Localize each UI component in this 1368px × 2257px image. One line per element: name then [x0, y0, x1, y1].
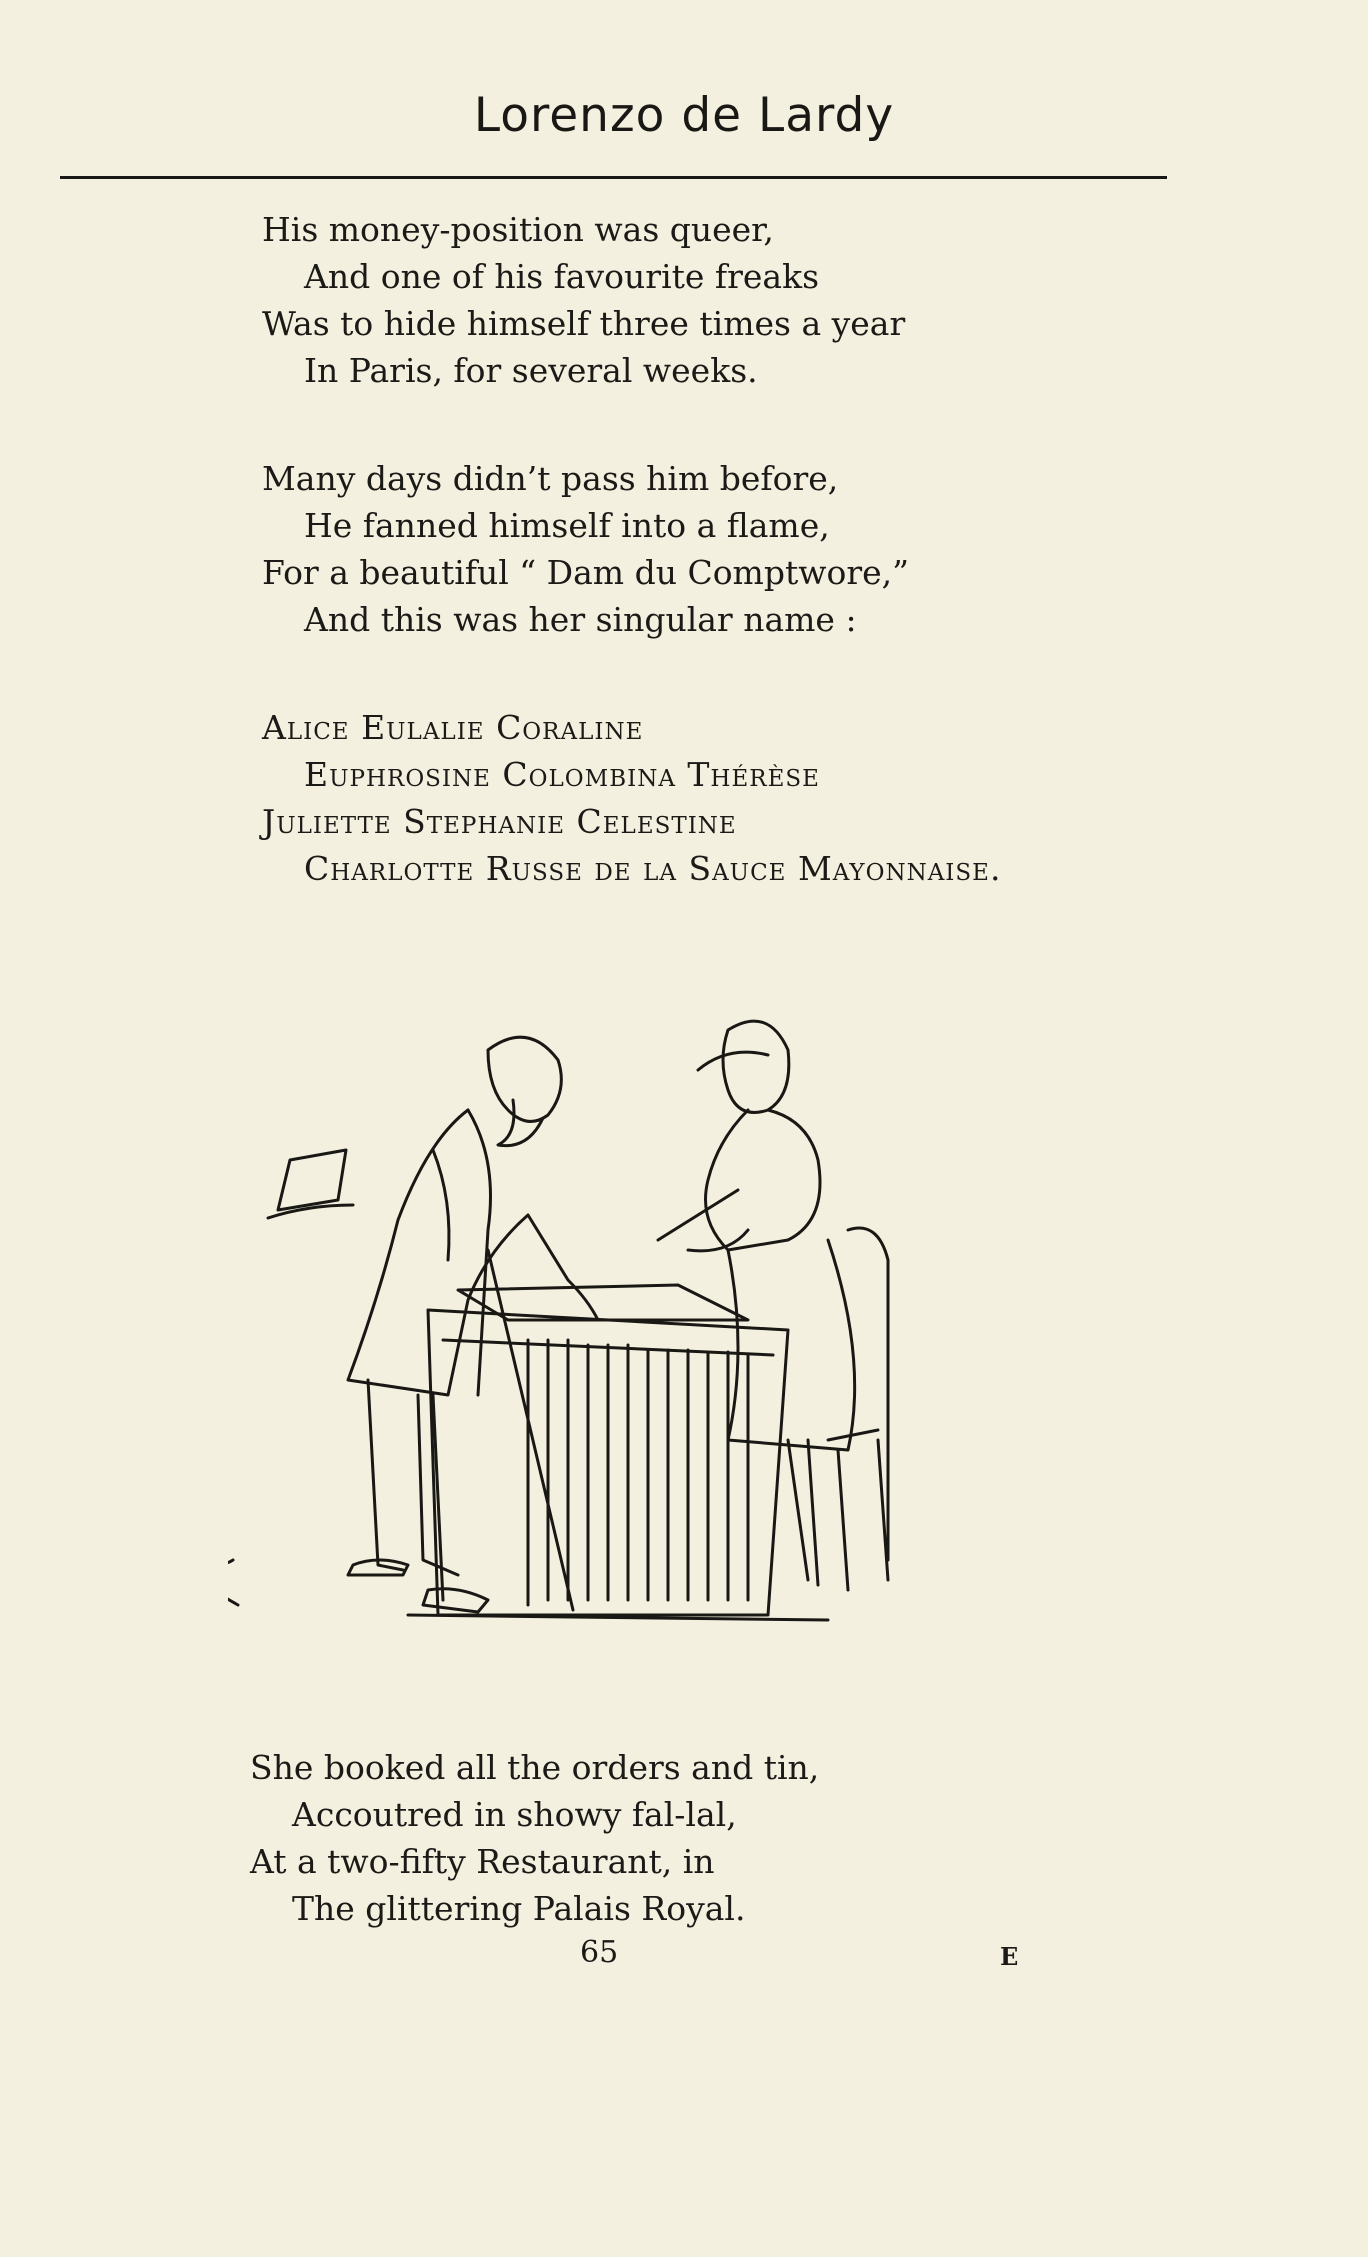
verse-line: And this was her singular name : [304, 600, 857, 639]
man-coat [348, 1110, 598, 1395]
man-legs [368, 1380, 458, 1600]
verse-line: Alice Eulalie Coraline [262, 708, 644, 747]
woman-body [706, 1110, 821, 1250]
running-head: Lorenzo de Lardy [473, 88, 895, 143]
verse-line: Charlotte Russe de la Sauce Mayonnaise. [304, 849, 1002, 888]
verse-line: Accoutred in showy fal-lal, [292, 1795, 737, 1834]
stanza-3 [262, 704, 1001, 892]
verse-line: She booked all the orders and tin, [250, 1748, 820, 1787]
chair [828, 1228, 888, 1590]
verse-line: Juliette Stephanie Celestine [262, 802, 737, 841]
verse-line: He fanned himself into a flame, [304, 506, 830, 545]
verse-line: Euphrosine Colombina Thérèse [304, 755, 820, 794]
illustration [228, 1000, 968, 1640]
top-hat [268, 1150, 353, 1218]
verse-line: His money-position was queer, [262, 210, 774, 249]
verse-line: Was to hide himself three times a year [262, 304, 906, 343]
verse-line: Many days didn’t pass him before, [262, 459, 839, 498]
stanza-1 [262, 206, 905, 394]
woman-head [723, 1021, 789, 1112]
man-head [488, 1037, 561, 1121]
verse-line: The glittering Palais Royal. [292, 1889, 746, 1928]
verse-line: In Paris, for several weeks. [304, 351, 758, 390]
stanza-4 [250, 1744, 819, 1932]
pen [658, 1190, 738, 1240]
signature-mark: E [1000, 1942, 1019, 1971]
stanza-2 [262, 455, 909, 643]
header-rule [60, 176, 1167, 179]
verse-line: At a two-fifty Restaurant, in [250, 1842, 715, 1881]
verse-line: And one of his favourite freaks [304, 257, 820, 296]
monogram [228, 1550, 238, 1605]
page-number: 65 [580, 1935, 619, 1970]
verse-line: For a beautiful “ Dam du Comptwore,” [262, 553, 910, 592]
cane [488, 1250, 573, 1610]
